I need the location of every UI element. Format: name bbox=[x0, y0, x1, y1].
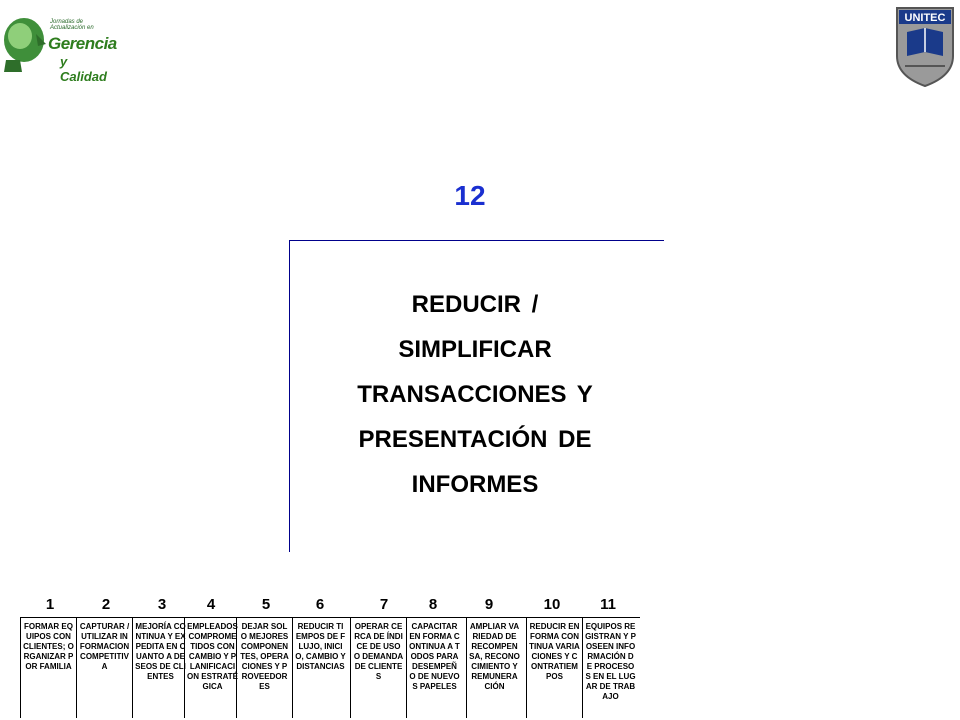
main-title bbox=[300, 282, 650, 507]
logo-brand: Gerencia bbox=[48, 34, 117, 53]
column-cell bbox=[184, 618, 240, 718]
column-number: 3 bbox=[157, 596, 167, 613]
column-cell bbox=[292, 618, 348, 718]
column-number: 1 bbox=[45, 596, 55, 613]
main-title-line: PRESENTACIÓN DE bbox=[358, 426, 592, 453]
column-label: REDUCIR EN FORMA CONTINUA VARIACIONES Y CONTRATIEMPOS bbox=[529, 622, 580, 681]
column-cell bbox=[132, 618, 188, 718]
bracket-left-line bbox=[289, 240, 290, 552]
column-number: 6 bbox=[315, 596, 325, 613]
column-label: EQUIPOS REGISTRAN Y POSEEN INFORMACIÓN DE PROCESOS EN EL LUGAR DE TRABAJO bbox=[585, 622, 636, 701]
column-label: REDUCIR TIEMPOS DE FLUJO, INICIO, CAMBIO Y DISTANCIAS bbox=[295, 622, 346, 671]
main-title-line: TRANSACCIONES Y bbox=[357, 381, 593, 408]
column-label: DEJAR SOLO MEJORES COMPONENTES, OPERACIONES Y PROVEEDORES bbox=[240, 622, 289, 691]
column-number: 10 bbox=[543, 596, 561, 613]
logo-unitec-text: UNITEC bbox=[904, 12, 946, 24]
bracket-top-line bbox=[289, 240, 664, 241]
column-cell bbox=[406, 618, 462, 718]
column-number: 4 bbox=[206, 596, 216, 613]
column-number: 9 bbox=[484, 596, 494, 613]
head-profile-icon bbox=[0, 14, 50, 74]
main-number: 12 bbox=[454, 180, 486, 211]
column-cell bbox=[526, 618, 582, 718]
column-label: OPERAR CERCA DE ÍNDICE DE USO O DEMANDA DE CLIENTES bbox=[353, 622, 404, 681]
column-numbers bbox=[20, 596, 640, 616]
column-number: 7 bbox=[379, 596, 389, 613]
column-cell bbox=[582, 618, 638, 718]
column-label: CAPTURAR / UTILIZAR INFORMACION COMPETITIVA bbox=[79, 622, 130, 671]
main-title-line: INFORMES bbox=[411, 471, 539, 498]
column-cell bbox=[236, 618, 292, 718]
column-number: 5 bbox=[261, 596, 271, 613]
logo-tagline: Jornadas de Actualización en bbox=[50, 19, 94, 31]
column-label: EMPLEADOS COMPROMETIDOS CON CAMBIO Y PLANIFICACION ESTRATÉGICA bbox=[187, 622, 238, 691]
column-number: 2 bbox=[101, 596, 111, 613]
column-cells bbox=[20, 618, 640, 720]
gerencia-calidad-logo bbox=[0, 14, 117, 84]
unitec-logo bbox=[893, 6, 957, 88]
column-label: FORMAR EQUIPOS CON CLIENTES; ORGANIZAR POR FAMILIA bbox=[23, 622, 74, 671]
column-number: 8 bbox=[428, 596, 438, 613]
column-cell bbox=[350, 618, 406, 718]
main-title-line: REDUCIR / bbox=[411, 291, 539, 318]
column-label: MEJORÍA CONTINUA Y EXPEDITA EN CUANTO A DESEOS DE CLIENTES bbox=[135, 622, 186, 681]
column-label: CAPACITAR EN FORMA CONTINUA A TODOS PARA DESEMPEÑO DE NUEVOS PAPELES bbox=[409, 622, 460, 691]
logo-sub: y Calidad bbox=[60, 54, 107, 84]
column-cell bbox=[20, 618, 76, 718]
column-number: 11 bbox=[600, 596, 616, 613]
column-cell bbox=[76, 618, 132, 718]
main-title-line: SIMPLIFICAR bbox=[398, 336, 552, 363]
column-label: AMPLIAR VARIEDAD DE RECOMPENSA, RECONOCIMIENTO Y REMUNERACIÓN bbox=[469, 622, 520, 691]
column-cell bbox=[466, 618, 522, 718]
